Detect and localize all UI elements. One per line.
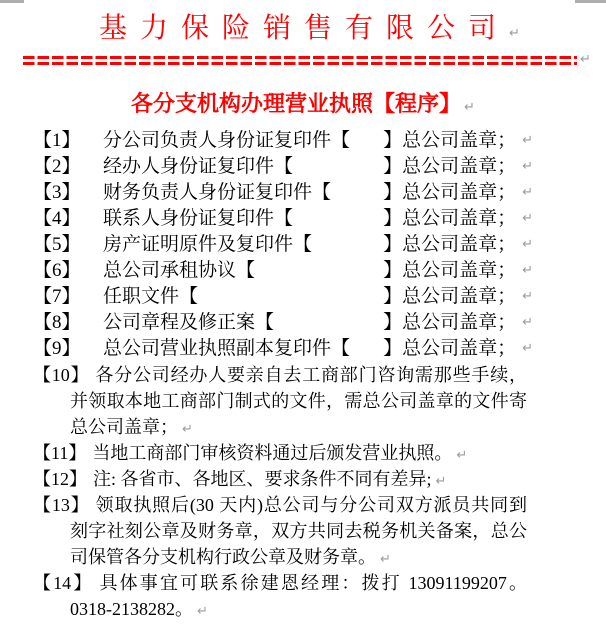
paragraph-text: 各分公司经办人要亲自去工商部门咨询需那些手续， — [95, 365, 527, 385]
paragraph-mark: ↵ — [522, 289, 533, 304]
paragraph-mark: ↵ — [435, 474, 447, 489]
item-number: 【11】 — [33, 443, 87, 463]
bracket-blank — [255, 258, 383, 284]
item-number: 【3】 — [33, 182, 81, 203]
paragraph-line — [70, 414, 527, 440]
document-title-text: 各分支机构办理营业执照【程序】 — [131, 91, 462, 116]
company-name: 基力保险销售有限公司 — [99, 13, 510, 44]
paragraph-text: 具体事宜可联系徐建恩经理：拨打 13091199207。 — [99, 573, 527, 593]
item-number: 【12】 — [33, 469, 87, 489]
paragraph-mark: ↵ — [464, 100, 475, 115]
license-checklist — [33, 128, 533, 362]
paragraph-mark: ↵ — [522, 237, 533, 252]
paragraph-line — [33, 362, 527, 388]
paragraph-mark: ↵ — [522, 315, 533, 330]
paragraph-mark: ↵ — [456, 448, 468, 463]
paragraph-line — [33, 570, 527, 596]
item-suffix: 】总公司盖章； — [383, 156, 517, 177]
item-text: 公司章程及修正案【 — [103, 312, 275, 333]
paragraph-text: 当地工商部门审核资料通过后颁发营业执照。 — [92, 443, 453, 463]
checklist-item — [33, 180, 533, 206]
paragraph-line — [70, 596, 527, 622]
paragraph-mark: ↵ — [509, 26, 520, 41]
checklist-item — [33, 128, 533, 154]
item-number: 【1】 — [33, 130, 81, 151]
checklist-item — [33, 284, 533, 310]
paragraph-text: 领取执照后(30 天内)总公司与分公司双方派员共同到 — [95, 495, 527, 515]
company-name-header — [0, 6, 606, 46]
bracket-blank — [312, 232, 383, 258]
paragraph-mark: ↵ — [522, 211, 533, 226]
window-edge-mark-left — [0, 0, 24, 3]
checklist-item — [33, 310, 533, 336]
checklist-item — [33, 336, 533, 362]
paragraph-line — [70, 388, 527, 414]
paragraph-line — [33, 440, 527, 466]
item-suffix: 】总公司盖章； — [383, 130, 517, 151]
item-number: 【2】 — [33, 156, 81, 177]
item-suffix: 】总公司盖章； — [383, 234, 517, 255]
rule-bar-top — [23, 56, 577, 59]
checklist-item — [33, 206, 533, 232]
bracket-blank — [350, 128, 383, 154]
item-text: 分公司负责人身份证复印件【 — [103, 130, 351, 151]
item-suffix: 】总公司盖章； — [383, 286, 517, 307]
item-suffix: 】总公司盖章； — [383, 338, 517, 359]
item-suffix: 】总公司盖章； — [383, 312, 517, 333]
bracket-blank — [198, 284, 383, 310]
paragraph-mark: ↵ — [522, 263, 533, 278]
item-number: 【9】 — [33, 338, 81, 359]
paragraph-line — [70, 544, 527, 570]
window-edge-mark-right — [575, 0, 606, 3]
item-number: 【6】 — [33, 260, 81, 281]
rule-bar-bottom — [23, 62, 577, 65]
item-text: 总公司承租协议【 — [103, 260, 256, 281]
paragraph-mark: ↵ — [580, 52, 591, 67]
paragraph-text: 司保管各分支机构行政公章及财务章。 — [70, 547, 376, 567]
item-suffix: 】总公司盖章； — [383, 260, 517, 281]
item-text: 联系人身份证复印件【 — [103, 208, 294, 229]
paragraph-mark: ↵ — [380, 552, 391, 567]
item-suffix: 】总公司盖章； — [383, 208, 517, 229]
bracket-blank — [331, 180, 383, 206]
paragraph-text: 注: 各省市、各地区、要求条件不同有差异; — [93, 469, 432, 489]
paragraph-line — [33, 466, 527, 492]
paragraph-text: 总公司盖章； — [70, 417, 178, 437]
double-rule — [23, 52, 591, 67]
item-number: 【8】 — [33, 312, 81, 333]
item-number: 【14】 — [33, 573, 94, 593]
item-number: 【5】 — [33, 234, 81, 255]
procedure-paragraphs — [33, 362, 533, 622]
checklist-item — [33, 258, 533, 284]
paragraph-mark: ↵ — [522, 133, 533, 148]
item-text: 任职文件【 — [103, 286, 199, 307]
bracket-blank — [293, 206, 383, 232]
document-title — [0, 87, 606, 118]
item-text: 财务负责人身份证复印件【 — [103, 182, 332, 203]
bracket-blank — [350, 336, 383, 362]
paragraph-text: 0318-2138282。 — [70, 599, 193, 619]
paragraph-text: 刻字社刻公章及财务章，双方共同去税务机关备案，总公 — [70, 521, 527, 541]
paragraph-line — [33, 492, 527, 518]
item-suffix: 】总公司盖章； — [383, 182, 517, 203]
item-text: 房产证明原件及复印件【 — [103, 234, 313, 255]
paragraph-mark: ↵ — [522, 159, 533, 174]
item-number: 【10】 — [33, 365, 90, 385]
item-number: 【4】 — [33, 208, 81, 229]
item-text: 总公司营业执照副本复印件【 — [103, 338, 351, 359]
bracket-blank — [274, 310, 383, 336]
bracket-blank — [293, 154, 383, 180]
paragraph-line — [70, 518, 527, 544]
item-text: 经办人身份证复印件【 — [103, 156, 294, 177]
paragraph-mark: ↵ — [197, 604, 208, 619]
paragraph-text: 并领取本地工商部门制式的文件，需总公司盖章的文件寄 — [70, 391, 527, 411]
item-number: 【13】 — [33, 495, 90, 515]
checklist-item — [33, 232, 533, 258]
paragraph-mark: ↵ — [182, 422, 193, 437]
paragraph-mark: ↵ — [522, 341, 533, 356]
paragraph-mark: ↵ — [522, 185, 533, 200]
checklist-item — [33, 154, 533, 180]
item-number: 【7】 — [33, 286, 81, 307]
